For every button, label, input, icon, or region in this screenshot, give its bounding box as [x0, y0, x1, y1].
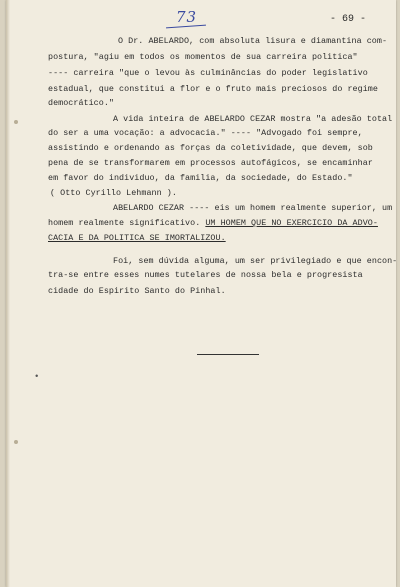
text-line: pena de se transformarem em processos autofágicos, se encaminhar [48, 158, 373, 168]
handwritten-folio-underline [166, 25, 206, 29]
underlined-text-line: CACIA E DA POLITICA SE IMORTALIZOU. [48, 233, 226, 243]
text-line: tra-se entre esses numes tutelares de nossa bela e progresista [48, 270, 363, 280]
text-line: Foi, sem dúvida alguma, um ser privilegiado e que encon- [113, 256, 398, 266]
text-line: ( Otto Cyrillo Lehmann ). [50, 188, 177, 198]
margin-mark: • [34, 372, 40, 382]
text-line: cidade do Espirito Santo do Pinhal. [48, 286, 226, 296]
document-page [6, 0, 396, 587]
binding-hole [14, 120, 18, 124]
section-divider [197, 354, 259, 355]
text-line: A vida inteira de ABELARDO CEZAR mostra "a adesão total [113, 114, 393, 124]
handwritten-folio-number: 73 [176, 8, 198, 26]
text-line: postura, "agiu em todos os momentos de sua carreira politica" [48, 52, 358, 62]
binding-hole [14, 440, 18, 444]
text-line: do ser a uma vocação: a advocacia." ---- "Advogado foi sempre, [48, 128, 363, 138]
text-line: assistindo e ordenando as forças da coletividade, que devem, sob [48, 143, 373, 153]
text-line: ---- carreira "que o levou às culminâncias do poder legislativo [48, 68, 368, 78]
underlined-text: UM HOMEM QUE NO EXERCICIO DA ADVO- [205, 218, 378, 228]
text-line: democrático." [48, 98, 114, 108]
text-line: O Dr. ABELARDO, com absoluta lisura e diamantina com- [118, 36, 388, 46]
text-fragment: homem realmente significativo. [48, 218, 206, 228]
text-line: ABELARDO CEZAR ---- eis um homem realmente superior, um [113, 203, 393, 213]
text-line: em favor do individuo, da familia, da sociedade, do Estado." [48, 173, 353, 183]
typed-page-number: - 69 - [330, 14, 367, 25]
page-edge-shadow [6, 0, 10, 587]
text-line: estadual, que constitui a flor e o fruto mais preciosos do regime [48, 84, 378, 94]
text-line [48, 218, 378, 228]
